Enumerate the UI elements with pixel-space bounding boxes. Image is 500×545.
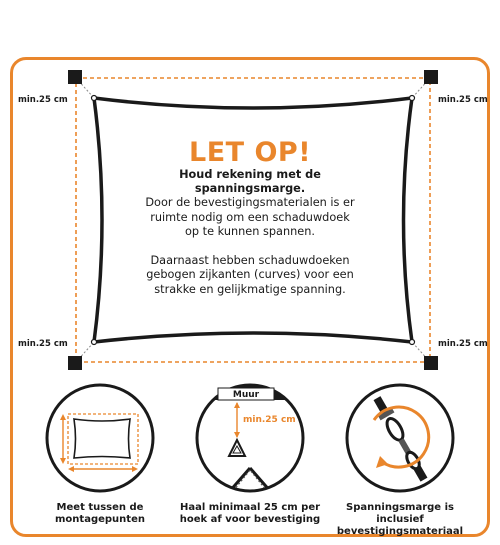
mounting-post-icon (424, 356, 438, 370)
ring-icon (410, 340, 415, 345)
notice-block (120, 138, 380, 297)
notice-body-line: op te kunnen spannen. (184, 225, 316, 238)
measure-label: min.25 cm (243, 415, 296, 425)
caption-wall: Haal minimaal 25 cm per hoek af voor bevestiging (179, 502, 321, 525)
caption-hardware: Spanningsmarge is inclusief bevestigingsmateriaal (336, 502, 464, 537)
notice-body-line: strakke en gelijkmatige spanning. (154, 282, 346, 296)
mounting-post-icon (424, 70, 438, 84)
circle-measure (47, 385, 153, 491)
notice-title: LET OP! (188, 137, 312, 168)
ring-icon (92, 96, 97, 101)
ring-icon (410, 96, 415, 101)
corner-label-top-left: min.25 cm (18, 95, 68, 105)
notice-body-line: Daarnaast hebben schaduwdoeken (150, 253, 350, 267)
notice-body-line: gebogen zijkanten (curves) voor een (146, 268, 354, 281)
notice-bold-line: spanningsmarge. (194, 182, 306, 195)
mounting-post-icon (68, 70, 82, 84)
notice-body-line: Door de bevestigingsmaterialen is er (145, 196, 355, 209)
ring-icon (92, 340, 97, 345)
corner-label-bottom-right: min.25 cm (438, 339, 488, 349)
caption-measure: Meet tussen de montagepunten (55, 502, 145, 525)
notice-body-line: ruimte nodig om een schaduwdoek (150, 210, 350, 224)
corner-label-bottom-left: min.25 cm (18, 339, 68, 349)
circle-hardware (347, 385, 453, 491)
mounting-post-icon (68, 356, 82, 370)
circle-wall (195, 385, 305, 500)
notice-bold-line: Houd rekening met de (179, 168, 321, 181)
wall-label: Muur (232, 390, 260, 400)
corner-label-top-right: min.25 cm (438, 95, 488, 105)
